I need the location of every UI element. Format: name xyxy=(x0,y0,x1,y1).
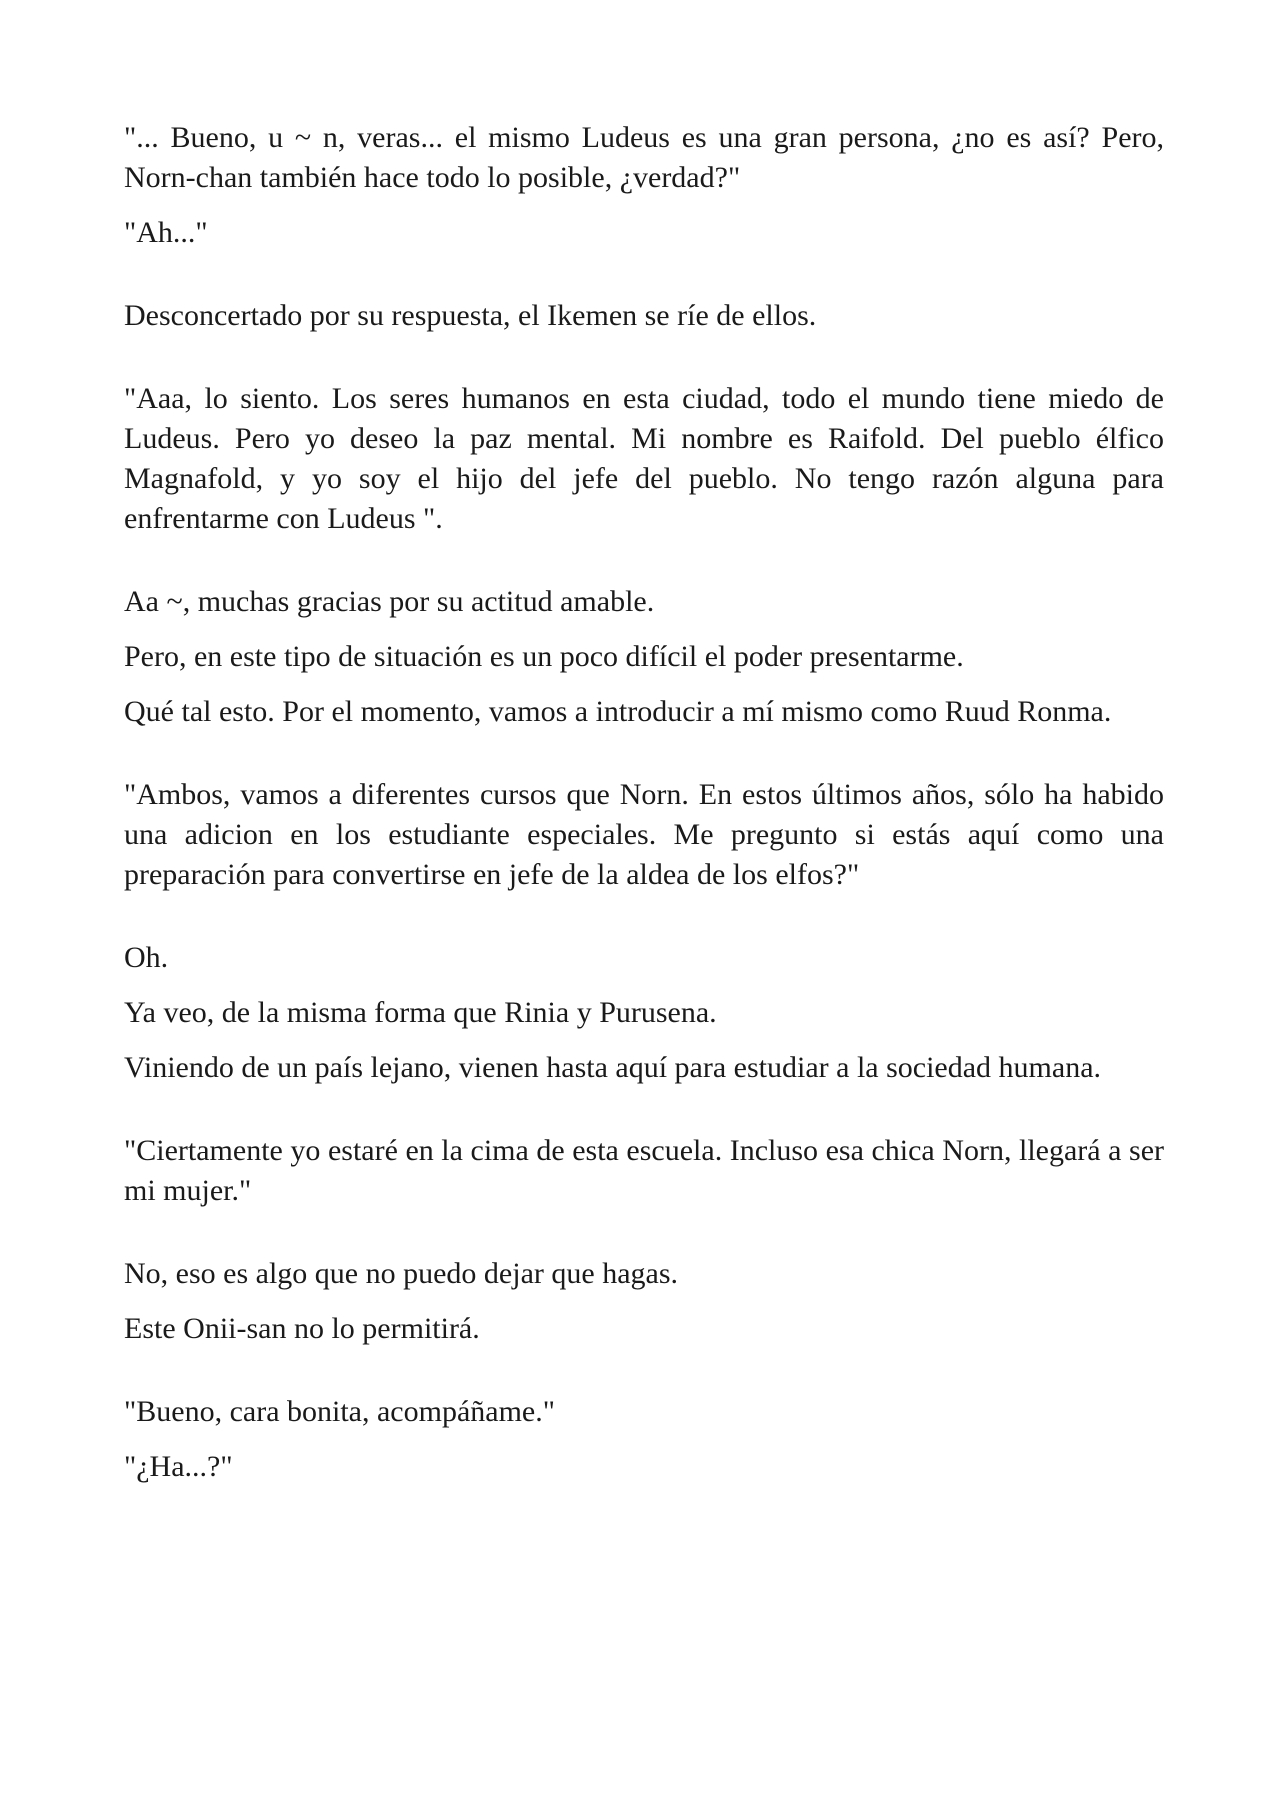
paragraph-10: Ya veo, de la misma forma que Rinia y Purusena. xyxy=(124,996,717,1029)
paragraph-16: "¿Ha...?" xyxy=(124,1450,233,1483)
paragraph-11: Viniendo de un país lejano, vienen hasta aquí para estudiar a la sociedad humana. xyxy=(124,1051,1102,1084)
paragraph-13: No, eso es algo que no puedo dejar que hagas. xyxy=(124,1257,679,1290)
paragraph-1: "... Bueno, u ~ n, veras... el mismo Ludeus es una gran persona, ¿no es así? Pero, Norn-chan también hace todo lo posible, ¿verdad?" xyxy=(124,121,1164,194)
paragraph-4: "Aaa, lo siento. Los seres humanos en esta ciudad, todo el mundo tiene miedo de Ludeus. Pero yo deseo la paz mental. Mi nombre es Raifold. Del pueblo élfico Magnafold, y yo soy el hijo del jefe del pueblo. No tengo razón alguna para enfrentarme con Ludeus ". xyxy=(124,382,1164,535)
document-page xyxy=(124,118,1164,1487)
paragraph-14: Este Onii-san no lo permitirá. xyxy=(124,1312,480,1345)
paragraph-2: "Ah..." xyxy=(124,216,208,249)
paragraph-6: Pero, en este tipo de situación es un poco difícil el poder presentarme. xyxy=(124,640,964,673)
paragraph-12: "Ciertamente yo estaré en la cima de esta escuela. Incluso esa chica Norn, llegará a ser mi mujer." xyxy=(124,1134,1164,1207)
paragraph-5: Aa ~, muchas gracias por su actitud amable. xyxy=(124,585,655,618)
paragraph-7: Qué tal esto. Por el momento, vamos a introducir a mí mismo como Ruud Ronma. xyxy=(124,695,1112,728)
paragraph-15: "Bueno, cara bonita, acompáñame." xyxy=(124,1395,555,1428)
paragraph-9: Oh. xyxy=(124,941,169,974)
paragraph-8: "Ambos, vamos a diferentes cursos que Norn. En estos últimos años, sólo ha habido una adicion en los estudiante especiales. Me pregunto si estás aquí como una preparación para convertirse en jefe de la aldea de los elfos?" xyxy=(124,778,1164,891)
paragraph-3: Desconcertado por su respuesta, el Ikemen se ríe de ellos. xyxy=(124,299,817,332)
